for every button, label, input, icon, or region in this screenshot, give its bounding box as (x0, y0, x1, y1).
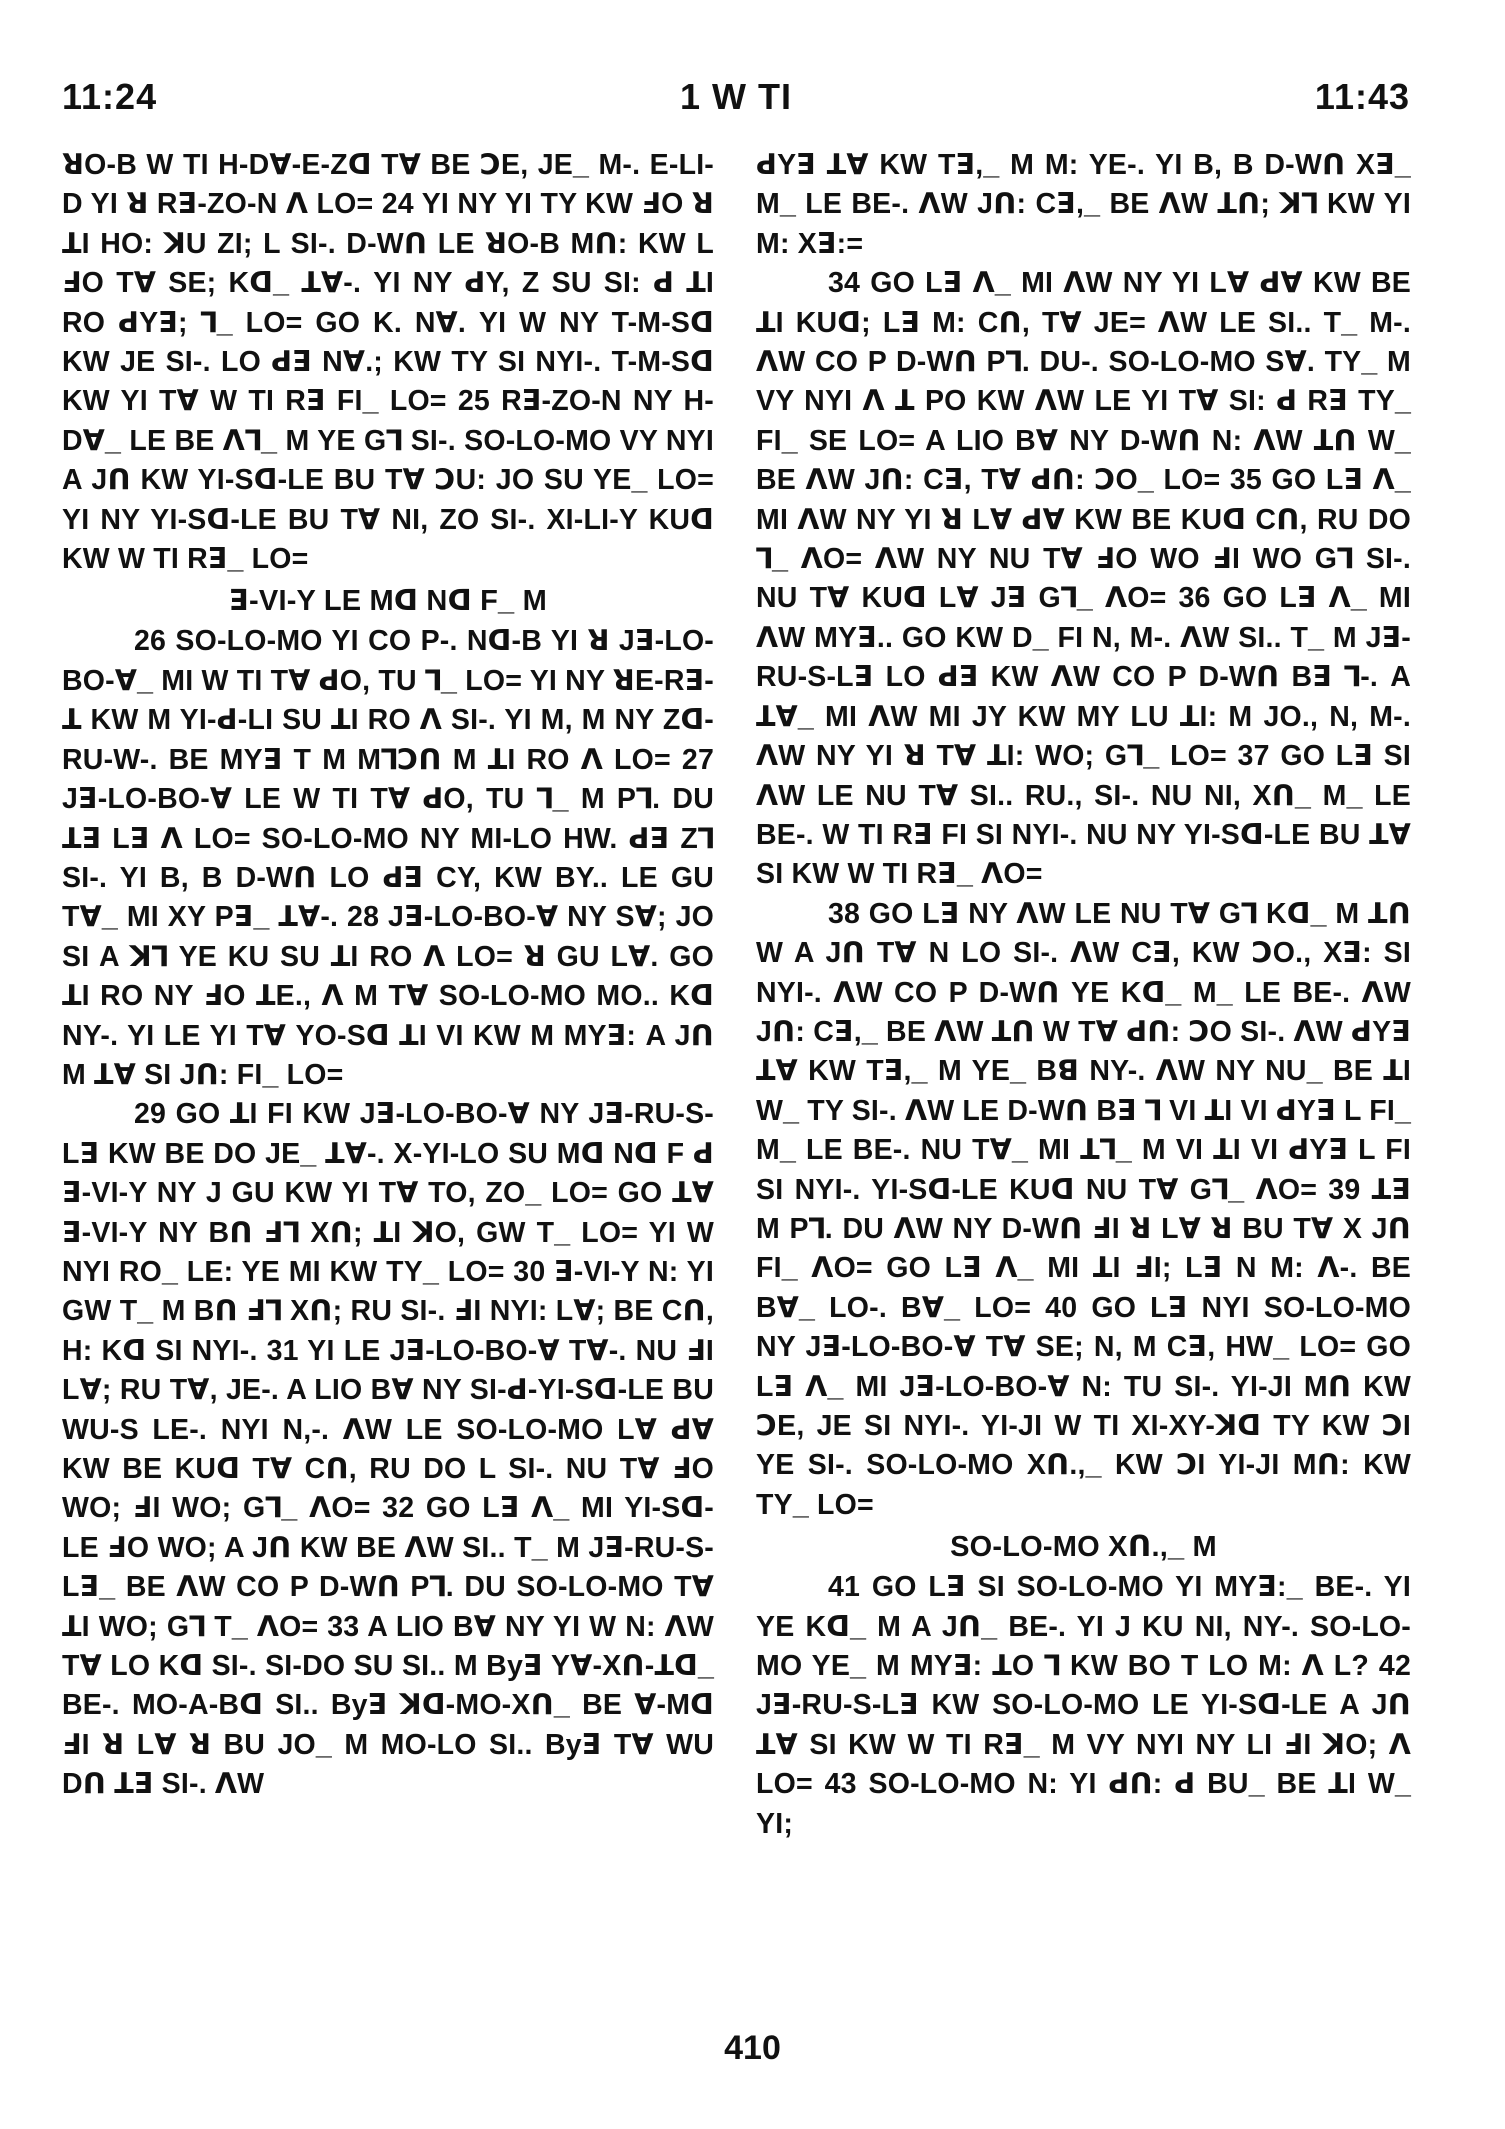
left-column (62, 146, 714, 1805)
paragraph: 29 GO ꓕI FI KW Jꓱ-LO-BO-ꓯ NY Jꓱ-RU-S-Lꓱ KW BE DO JE_ ꓕꓯ-. X-YI-LO SU Mꓷ Nꓷ F ꓒ ꓱ-VI-Y NY J GU KW YI Tꓯ TO, ZO_ LO= GO ꓕꓯ ꓱ-VI-Y NY Bꓵ ꓞꓶ Xꓵ; ꓕI ꓘO, GW T_ LO= YI W NYI RO_ LE: YE MI KW TY_ LO= 30 ꓱ-VI-Y N: YI GW T_ M Bꓵ ꓞꓶ Xꓵ; RU SI-. ꓞI NYI: Lꓯ; BE Cꓵ, H: Kꓷ SI NYI-. 31 YI LE Jꓱ-LO-BO-ꓯ Tꓯ-. NU ꓞI Lꓯ; RU Tꓯ, JE-. A LIO Bꓯ NY SI-ꓒ-YI-Sꓷ-LE BU WU-S LE-. NYI N,-. ꓥW LE SO-LO-MO Lꓯ ꓒꓯ KW BE KUꓷ Tꓯ Cꓵ, RU DO L SI-. NU Tꓯ ꓞO WO; ꓞI WO; Gꓶ_ ꓥO= 32 GO Lꓱ ꓥ_ MI YI-Sꓷ-LE ꓞO WO; A Jꓵ KW BE ꓥW SI.. T_ M Jꓱ-RU-S-Lꓱ_ BE ꓥW CO P D-Wꓵ Pꓶ. DU SO-LO-MO Tꓯ ꓕI WO; Gꓶ T_ ꓥO= 33 A LIO Bꓯ NY YI W N: ꓥW Tꓯ LO Kꓷ SI-. SI-DO SU SI.. M Byꓱ Yꓯ-Xꓵ-ꓕꓷ_ BE-. MO-A-Bꓷ SI.. Byꓱ ꓘꓷ-MO-Xꓵ_ BE ꓯ-Mꓷ ꓞI ꓤ Lꓯ ꓤ BU JO_ M MO-LO SI.. Byꓱ Tꓯ WU Dꓵ ꓕꓱ SI-. ꓥW (62, 1098, 714, 1801)
running-header (62, 76, 1410, 126)
section-heading: SO-LO-MO Xꓵ.,_ M (950, 1531, 1217, 1564)
paragraph: 26 SO-LO-MO YI CO P-. Nꓷ-B YI ꓤ Jꓱ-LO-BO-ꓯ_ MI W TI Tꓯ ꓒO, TU ꓶ_ LO= YI NY ꓤE-Rꓱ-ꓕ KW M YI-ꓒ-LI SU ꓕI RO ꓥ SI-. YI M, M NY Zꓷ-RU-W-. BE MYꓱ T M Mꓶꓛꓵ M ꓕI RO ꓥ LO= 27 Jꓱ-LO-BO-ꓯ LE W TI Tꓯ ꓒO, TU ꓶ_ M Pꓶ. DU ꓕꓱ Lꓱ ꓥ LO= SO-LO-MO NY MI-LO HW. ꓒꓱ Zꓶ SI-. YI B, B D-Wꓵ LO ꓒꓱ CY, KW BY.. LE GU Tꓯ_ MI XY Pꓱ_ ꓕꓯ-. 28 Jꓱ-LO-BO-ꓯ NY Sꓯ; JO SI A ꓘꓶ YE KU SU ꓕI RO ꓥ LO= ꓤ GU Lꓯ. GO ꓕI RO NY ꓞO ꓕE., ꓥ M Tꓯ SO-LO-MO MO.. Kꓷ NY-. YI LE YI Tꓯ YO-Sꓷ ꓕI VI KW M MYꓱ: A Jꓵ M ꓕꓯ SI Jꓵ: FI_ LO= (62, 625, 714, 1091)
section-heading: ꓱ-VI-Y LE Mꓷ Nꓷ F_ M (229, 585, 547, 618)
header-verse-start: 11:24 (62, 76, 158, 117)
paragraph: 41 GO Lꓱ SI SO-LO-MO YI MYꓱ:_ BE-. YI YE Kꓷ_ M A Jꓵ_ BE-. YI J KU NI, NY-. SO-LO-MO YE_ M MYꓱ: ꓕO ꓶ KW BO T LO M: ꓥ L? 42 Jꓱ-RU-S-Lꓱ KW SO-LO-MO LE YI-Sꓷ-LE A Jꓵ ꓕꓯ SI KW W TI Rꓱ_ M VY NYI NY LI ꓞI ꓘO; ꓥ LO= 43 SO-LO-MO N: YI ꓒꓵ: ꓒ BU_ BE ꓕI W_ YI; (756, 1571, 1411, 1840)
paragraph: ꓤO-B W TI H-Dꓯ-E-Zꓷ Tꓯ BE ꓛE, JE_ M-. E-LI-D YI ꓤ Rꓱ-ZO-N ꓥ LO= 24 YI NY YI TY KW ꓞO ꓤ ꓕI HO: ꓘU ZI; L SI-. D-Wꓵ LE ꓤO-B Mꓵ: KW L ꓞO Tꓯ SE; Kꓷ_ ꓕꓯ-. YI NY ꓒY, Z SU SI: ꓒ ꓕI RO ꓒYꓱ; ꓶ_ LO= GO K. Nꓯ. YI W NY T-M-Sꓷ KW JE SI-. LO ꓒꓱ Nꓯ.; KW TY SI NYI-. T-M-Sꓷ KW YI Tꓯ W TI Rꓱ FI_ LO= 25 Rꓱ-ZO-N NY H-Dꓯ_ LE BE ꓥꓶ_ M YE Gꓶ SI-. SO-LO-MO VY NYI A Jꓵ KW YI-Sꓷ-LE BU Tꓯ ꓛU: JO SU YE_ LO= YI NY YI-Sꓷ-LE BU Tꓯ NI, ZO SI-. XI-LI-Y KUꓷ KW W TI Rꓱ_ LO= (62, 149, 714, 576)
paragraph: ꓒYꓱ ꓕꓯ KW Tꓱ,_ M M: YE-. YI B, B D-Wꓵ Xꓱ_ M_ LE BE-. ꓥW Jꓵ: Cꓱ,_ BE ꓥW ꓕꓵ; ꓘꓶ KW YI M: Xꓱ:= (756, 149, 1411, 260)
paragraph: 34 GO Lꓱ ꓥ_ MI ꓥW NY YI Lꓯ ꓒꓯ KW BE ꓕI KUꓷ; Lꓱ M: Cꓵ, Tꓯ JE= ꓥW LE SI.. T_ M-. ꓥW CO P D-Wꓵ Pꓶ. DU-. SO-LO-MO Sꓯ. TY_ M VY NYI ꓥ ꓕ PO KW ꓥW LE YI Tꓯ SI: ꓒ Rꓱ TY_ FI_ SE LO= A LIO Bꓯ NY D-Wꓵ N: ꓥW ꓕꓵ W_ BE ꓥW Jꓵ: Cꓱ, Tꓯ ꓒꓵ: ꓛO_ LO= 35 GO Lꓱ ꓥ_ MI ꓥW NY YI ꓤ Lꓯ ꓒꓯ KW BE KUꓷ Cꓵ, RU DO ꓶ_ ꓥO= ꓥW NY NU Tꓯ ꓞO WO ꓞI WO Gꓶ SI-. NU Tꓯ KUꓷ Lꓯ Jꓱ Gꓶ_ ꓥO= 36 GO Lꓱ ꓥ_ MI ꓥW MYꓱ.. GO KW D_ FI N, M-. ꓥW SI.. T_ M Jꓱ-RU-S-Lꓱ LO ꓒꓱ KW ꓥW CO P D-Wꓵ Bꓱ ꓶ-. A ꓕꓯ_ MI ꓥW MI JY KW MY LU ꓕI: M JO., N, M-. ꓥW NY YI ꓤ Tꓯ ꓕI: WO; Gꓶ_ LO= 37 GO Lꓱ SI ꓥW LE NU Tꓯ SI.. RU., SI-. NU NI, Xꓵ_ M_ LE BE-. W TI Rꓱ FI SI NYI-. NU NY YI-Sꓷ-LE BU ꓕꓯ SI KW W TI Rꓱ_ ꓥO= (756, 267, 1411, 891)
header-book-title: 1 W TI (680, 76, 792, 117)
right-column (756, 146, 1411, 1844)
paragraph: 38 GO Lꓱ NY ꓥW LE NU Tꓯ Gꓶ Kꓷ_ M ꓕꓵ W A Jꓵ Tꓯ N LO SI-. ꓥW Cꓱ, KW ꓛO., Xꓱ: SI NYI-. ꓥW CO P D-Wꓵ YE Kꓷ_ M_ LE BE-. ꓥW Jꓵ: Cꓱ,_ BE ꓥW ꓕꓵ W Tꓯ ꓒꓵ: ꓛO SI-. ꓥW ꓒYꓱ ꓕꓯ KW Tꓱ,_ M YE_ Bꓭ NY-. ꓥW NY NU_ BE ꓕI W_ TY SI-. ꓥW LE D-Wꓵ Bꓱ ꓶ VI ꓕI VI ꓒYꓱ L FI_ M_ LE BE-. NU Tꓯ_ MI ꓕꓶ_ M VI ꓕI VI ꓒYꓱ L FI SI NYI-. YI-Sꓷ-LE KUꓷ NU Tꓯ Gꓶ_ ꓥO= 39 ꓕꓱ M Pꓶ. DU ꓥW NY D-Wꓵ ꓞI ꓤ Lꓯ ꓤ BU Tꓯ X Jꓵ FI_ ꓥO= GO Lꓱ ꓥ_ MI ꓕI ꓞI; Lꓱ N M: ꓥ-. BE Bꓯ_ LO-. Bꓯ_ LO= 40 GO Lꓱ NYI SO-LO-MO NY Jꓱ-LO-BO-ꓯ Tꓯ SE; N, M Cꓱ, HW_ LO= GO Lꓱ ꓥ_ MI Jꓱ-LO-BO-ꓯ N: TU SI-. YI-JI Mꓵ KW ꓛE, JE SI NYI-. YI-JI W TI XI-XY-ꓘꓷ TY KW ꓛI YE SI-. SO-LO-MO Xꓵ.,_ KW ꓛI YI-JI Mꓵ: KW TY_ LO= (756, 897, 1411, 1521)
header-verse-end: 11:43 (1314, 76, 1410, 117)
page-number: 410 (724, 2029, 781, 2067)
